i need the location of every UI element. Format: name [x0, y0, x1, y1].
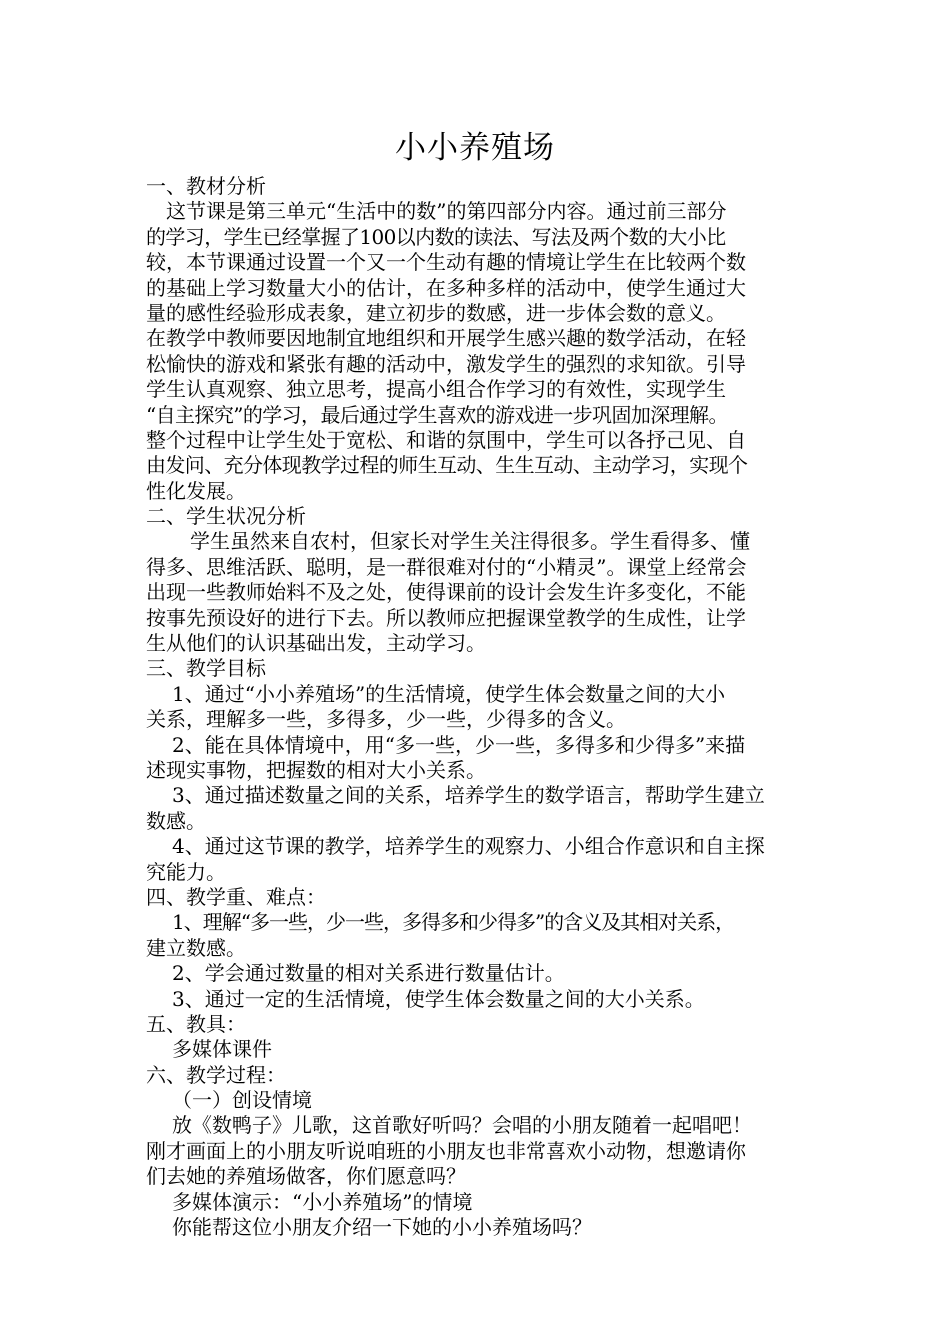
heading-5: 五、教具：: [146, 1011, 246, 1036]
list-item-line: 究能力。: [146, 859, 226, 884]
paragraph-line: 们去她的养殖场做客，你们愿意吗？: [146, 1164, 466, 1189]
paragraph-line: 的学习，学生已经掌握了100以内数的读法、写法及两个数的大小比: [146, 224, 726, 249]
subheading: （一）创设情境: [172, 1088, 312, 1113]
paragraph-line: 多媒体课件: [172, 1037, 272, 1062]
paragraph-line: 的基础上学习数量大小的估计，在多种多样的活动中，使学生通过大: [146, 275, 746, 300]
heading-6: 六、教学过程：: [146, 1062, 286, 1087]
paragraph-line: 得多、思维活跃、聪明，是一群很难对付的“小精灵”。课堂上经常会: [146, 554, 747, 579]
paragraph-line: 量的感性经验形成表象，建立初步的数感，进一步体会数的意义。: [146, 300, 726, 325]
paragraph-line: 生从他们的认识基础出发，主动学习。: [146, 631, 486, 656]
paragraph-line: “自主探究”的学习，最后通过学生喜欢的游戏进一步巩固加深理解。: [146, 402, 728, 427]
list-item-line: 建立数感。: [146, 935, 246, 960]
heading-3: 三、教学目标: [146, 656, 266, 681]
list-item-line: 关系，理解多一些，多得多，少一些，少得多的含义。: [146, 707, 626, 732]
paragraph-line: 松愉快的游戏和紧张有趣的活动中，激发学生的强烈的求知欲。引导: [146, 351, 746, 376]
document-title: 小小养殖场: [395, 130, 555, 166]
list-item-line: 2、能在具体情境中，用“多一些，少一些，多得多和少得多”来描: [172, 732, 746, 757]
heading-1: 一、教材分析: [146, 174, 266, 198]
list-item-line: 3、通过一定的生活情境，使学生体会数量之间的大小关系。: [172, 986, 705, 1011]
heading-2: 二、学生状况分析: [146, 504, 306, 529]
paragraph-line: 多媒体演示：“小小养殖场”的情境: [172, 1189, 473, 1214]
list-item-line: 1、通过“小小养殖场”的生活情境，使学生体会数量之间的大小: [172, 681, 726, 706]
paragraph-line: 这节课是第三单元“生活中的数”的第四部分内容。通过前三部分: [166, 199, 727, 224]
paragraph-line: 学生虽然来自农村，但家长对学生关注得很多。学生看得多、懂: [190, 529, 750, 554]
list-item-line: 3、通过描述数量之间的关系，培养学生的数学语言，帮助学生建立: [172, 783, 765, 808]
list-item-line: 1、理解“多一些，少一些，多得多和少得多”的含义及其相对关系，: [172, 910, 735, 935]
list-item-line: 2、学会通过数量的相对关系进行数量估计。: [172, 961, 565, 986]
paragraph-line: 放《数鸭子》儿歌，这首歌好听吗？会唱的小朋友随着一起唱吧！: [172, 1113, 752, 1138]
paragraph-line: 学生认真观察、独立思考，提高小组合作学习的有效性，实现学生: [146, 377, 726, 402]
paragraph-line: 整个过程中让学生处于宽松、和谐的氛围中，学生可以各抒己见、自: [146, 427, 746, 452]
paragraph-line: 刚才画面上的小朋友听说咱班的小朋友也非常喜欢小动物，想邀请你: [146, 1138, 746, 1163]
paragraph-line: 你能帮这位小朋友介绍一下她的小小养殖场吗？: [172, 1215, 592, 1240]
paragraph-line: 在教学中教师要因地制宜地组织和开展学生感兴趣的数学活动，在轻: [146, 326, 746, 351]
heading-4: 四、教学重、难点：: [146, 884, 326, 909]
paragraph-line: 按事先预设好的进行下去。所以教师应把握课堂教学的生成性，让学: [146, 605, 746, 630]
document-body: [146, 174, 814, 1240]
list-item-line: 4、通过这节课的教学，培养学生的观察力、小组合作意识和自主探: [172, 834, 765, 859]
paragraph-line: 由发问、充分体现教学过程的师生互动、生生互动、主动学习，实现个: [146, 453, 748, 478]
paragraph-line: 出现一些教师始料不及之处，使得课前的设计会发生许多变化，不能: [146, 580, 746, 605]
paragraph-line: 性化发展。: [146, 478, 246, 503]
list-item-line: 数感。: [146, 808, 206, 833]
list-item-line: 述现实事物，把握数的相对大小关系。: [146, 757, 486, 782]
paragraph-line: 较，本节课通过设置一个又一个生动有趣的情境让学生在比较两个数: [146, 250, 746, 275]
